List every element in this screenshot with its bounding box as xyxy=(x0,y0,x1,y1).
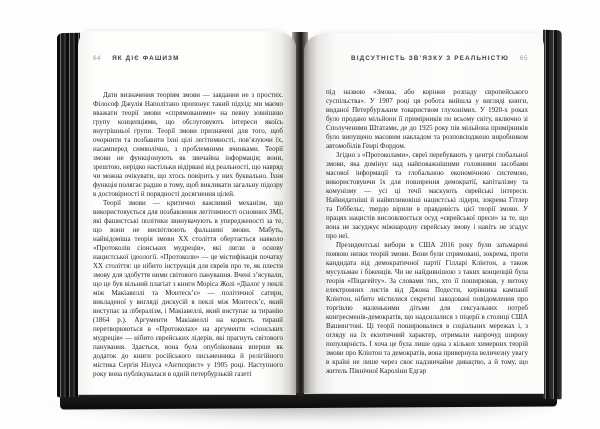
left-page xyxy=(78,31,296,395)
right-running-header xyxy=(326,55,528,62)
paragraph: під назвою «Змова, або коріння розпаду європейського суспільства». У 1907 році ця робота вийшла у вигляді книги, виданої Петербурзьким товариством глухонімих. У 1920-х роках було продано мільйони її примірників по всьому світу, включно зі Сполученими Штатами, де до 1925 року пів мільйона примірників було випущено масовим накладом та розповсюджено виробником автомобілів Генрі Фордом. xyxy=(326,88,528,150)
left-running-header xyxy=(93,55,283,62)
paragraph: Згідно з «Протоколами», євреї перебувають у центрі глобальної змови, яка домінує над найповажнішими головними засобами масової інформації та глобальною економічною системою, використовуючи їх для поширення демократії, капіталізму та комунізму — усі ці течії маскують єврейські інтереси. Найвидатніші й найвпливовіші нацистські лідери, зокрема Гітлер та Геббельс, твердо вірили в правдивість цієї теорії змови. У працях нацистів висловлюється осуд «єврейської преси» за те, що вона не засуджує міжнародну єврейську змову і навіть не згадує про неї. xyxy=(326,151,528,240)
left-page-number: 64 xyxy=(93,55,102,62)
paragraph: Президентські вибори в США 2016 року були затьмарені появою низки теорій змови. Вони були спрямовані, зокрема, проти кандидата від демократичної партії Гілларі Клінтон, а також мусульман і біженців. Чи не найдивнішою з таких концепцій була теорія «Піцагейту». За словами тих, хто її поширював, у витоку електронних листів від Джона Подести, керівника кампанії Клінтон, нібито містилися секретні закодовані повідомлення про торгівлю маленькими дітьми для сексуальних потреб конгресменів-демократів, що надсилалися з піцерії в столиці США Вашингтоні. Ці теорії поширювалися в соціальних мережах і, з огляду на їх екзотичний характер, отримали напрочуд широку популярність. І хоча це була лише одна з кількох химерних теорій змови про Клінтон та демократів, вона привернула величезну увагу в країні не лише через своє надзвичайне дивацтво, а й тому, що житель Північної Кароліни Едгар xyxy=(326,241,528,375)
left-running-title: ЯК ДІЄ ФАШИЗМ xyxy=(112,55,180,62)
right-page-number: 65 xyxy=(519,55,528,62)
left-page-text xyxy=(93,91,283,379)
paragraph: Теорії змови — критично важливий механізм, що використовується для позбавлення легітимності основних ЗМІ, які фашистські політики звинувачують в упередженості за те, що вони не висвітлюють фальшиві змови. Мабуть, найвідоміша теорія змови XX століття обертається навколо «Протоколів сіонських мудреців», які лягли в основу нацистської ідеології. «Протоколи» — це містифікація початку XX століття: це нібито інструкція для євреїв про те, як плести змову для здобуття ними світового панування. Вчені з’ясували, що це був вільний плагіат з книги Моріса Жолі «Діалог у пеклі між Макіавеллі та Монтеск’є» — політичної сатири, викладеної у вигляді дискусій в пеклі між Монтеск’є, який виступає за лібералізм, і Макіавеллі, який виступає за тиранію (1864 р.). Аргументи Макіавеллі на користь тиранії перетворюються в «Протоколах» на аргументи «сіонських мудреців» — нібито єврейських лідерів, які прагнуть світового панування. Здається, вона була опублікована вперше як додаток до книги російського письменника й релігійного містика Сергія Нілуса «Антихрист» у 1905 році. Наступного року вона публікувалася в одній петербурзькій газеті xyxy=(93,199,283,378)
right-page-text xyxy=(326,88,528,376)
page-block-edge-left xyxy=(57,33,80,398)
right-running-title: ВІДСУТНІСТЬ ЗВ’ЯЗКУ З РЕАЛЬНІСТЮ xyxy=(351,55,509,62)
page-block-edge-right xyxy=(543,30,562,399)
paragraph: Дати визначення теоріям змови — завдання не з простих. Філософ Джулія Наполітано пропонує такий підхід: ми маємо вважати теорії змови «спрямованими» на певну зовнішню групу концепціями, що обслуговують інтереси якоїсь внутрішньої групи. Теорії змови призначені для того, щоб очорнити та позбавити їхні цілі легітимності, пов’язуючи їх, насамперед символічно, з проблемними вчинками. Теорії змови не функціонують як звичайна інформація; вони, зрештою, нерідко настільки відірвані від реальності, що навряд чи можна очікувати, що хтось повірить у них буквально. Їхня функція полягає радше в тому, щоб викликати загальну підозру в достовірності й порядності досягнення цілей. xyxy=(93,91,283,198)
right-page xyxy=(304,33,544,394)
